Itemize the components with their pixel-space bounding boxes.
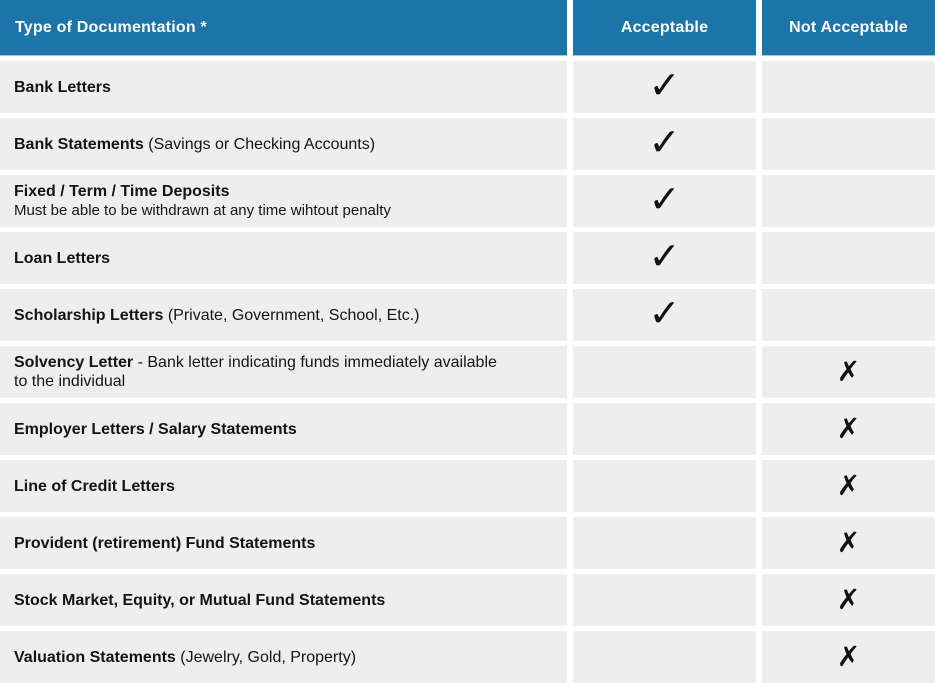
header-not-acceptable: Not Acceptable bbox=[762, 0, 935, 56]
doc-label bbox=[14, 534, 507, 553]
table-row bbox=[0, 631, 935, 683]
doc-label bbox=[14, 306, 507, 325]
not-acceptable-cell bbox=[762, 118, 935, 170]
not-acceptable-cell bbox=[762, 631, 935, 683]
doc-title: Provident (retirement) Fund Statements bbox=[14, 534, 316, 552]
acceptable-cell bbox=[573, 175, 756, 227]
not-acceptable-cell bbox=[762, 574, 935, 626]
doc-detail: (Jewelry, Gold, Property) bbox=[175, 648, 357, 666]
documentation-type-cell bbox=[0, 118, 567, 170]
header-type-of-documentation: Type of Documentation * bbox=[0, 0, 567, 56]
acceptable-cell bbox=[573, 232, 756, 284]
doc-label bbox=[14, 648, 507, 667]
doc-label bbox=[14, 477, 507, 496]
check-icon: ✓ bbox=[648, 234, 681, 278]
doc-title: Bank Statements bbox=[14, 135, 144, 153]
table-row bbox=[0, 460, 935, 512]
doc-label bbox=[14, 135, 507, 154]
not-acceptable-cell bbox=[762, 460, 935, 512]
doc-title: Stock Market, Equity, or Mutual Fund Statements bbox=[14, 591, 386, 609]
doc-title: Valuation Statements bbox=[14, 648, 176, 666]
not-acceptable-cell bbox=[762, 517, 935, 569]
doc-detail: (Savings or Checking Accounts) bbox=[143, 135, 376, 153]
doc-title: Solvency Letter bbox=[14, 354, 134, 371]
table-row bbox=[0, 232, 935, 284]
cross-icon: ✗ bbox=[836, 469, 861, 502]
cross-icon: ✗ bbox=[836, 412, 861, 445]
doc-title: Bank Letters bbox=[14, 78, 111, 96]
documentation-type-cell bbox=[0, 517, 567, 569]
doc-title: Line of Credit Letters bbox=[14, 477, 175, 495]
acceptable-cell bbox=[573, 574, 756, 626]
documentation-type-cell bbox=[0, 574, 567, 626]
header-acceptable: Acceptable bbox=[573, 0, 756, 56]
check-icon: ✓ bbox=[648, 63, 681, 107]
documentation-type-cell bbox=[0, 403, 567, 455]
table-row bbox=[0, 289, 935, 341]
cross-icon: ✗ bbox=[836, 640, 861, 673]
documentation-type-cell bbox=[0, 346, 567, 398]
documentation-type-cell bbox=[0, 631, 567, 683]
not-acceptable-cell bbox=[762, 289, 935, 341]
check-icon: ✓ bbox=[648, 120, 681, 164]
cross-icon: ✗ bbox=[836, 355, 861, 388]
documentation-type-cell bbox=[0, 232, 567, 284]
table-row bbox=[0, 61, 935, 113]
acceptable-cell bbox=[573, 118, 756, 170]
acceptable-cell bbox=[573, 289, 756, 341]
documentation-type-cell bbox=[0, 289, 567, 341]
doc-note: Must be able to be withdrawn at any time wihtout penalty bbox=[14, 202, 391, 219]
doc-label bbox=[14, 249, 507, 268]
documentation-type-cell bbox=[0, 460, 567, 512]
check-icon: ✓ bbox=[648, 291, 681, 335]
not-acceptable-cell bbox=[762, 403, 935, 455]
not-acceptable-cell bbox=[762, 175, 935, 227]
doc-title: Scholarship Letters bbox=[14, 306, 164, 324]
cross-icon: ✗ bbox=[836, 526, 861, 559]
doc-label bbox=[14, 182, 507, 201]
documentation-type-cell bbox=[0, 175, 567, 227]
not-acceptable-cell bbox=[762, 346, 935, 398]
table-row bbox=[0, 175, 935, 227]
doc-label bbox=[14, 353, 507, 391]
doc-title: Loan Letters bbox=[14, 249, 111, 267]
table-header-row bbox=[0, 0, 935, 56]
table-row bbox=[0, 403, 935, 455]
acceptable-cell bbox=[573, 61, 756, 113]
acceptable-cell bbox=[573, 517, 756, 569]
table-row bbox=[0, 517, 935, 569]
acceptable-cell bbox=[573, 403, 756, 455]
table-row bbox=[0, 118, 935, 170]
table-row bbox=[0, 574, 935, 626]
table-row bbox=[0, 346, 935, 398]
doc-label bbox=[14, 420, 507, 439]
doc-label bbox=[14, 78, 507, 97]
doc-detail: (Private, Government, School, Etc.) bbox=[163, 306, 420, 324]
check-icon: ✓ bbox=[648, 177, 681, 221]
acceptable-cell bbox=[573, 346, 756, 398]
not-acceptable-cell bbox=[762, 232, 935, 284]
doc-title: Employer Letters / Salary Statements bbox=[14, 420, 297, 438]
cross-icon: ✗ bbox=[836, 583, 861, 616]
acceptable-cell bbox=[573, 631, 756, 683]
documentation-type-cell bbox=[0, 61, 567, 113]
doc-title: Fixed / Term / Time Deposits bbox=[14, 183, 230, 200]
doc-label bbox=[14, 591, 507, 610]
not-acceptable-cell bbox=[762, 61, 935, 113]
table-body bbox=[0, 61, 935, 683]
doc-detail: - Bank letter indicating funds immediately available to the individual bbox=[14, 354, 497, 390]
acceptable-cell bbox=[573, 460, 756, 512]
